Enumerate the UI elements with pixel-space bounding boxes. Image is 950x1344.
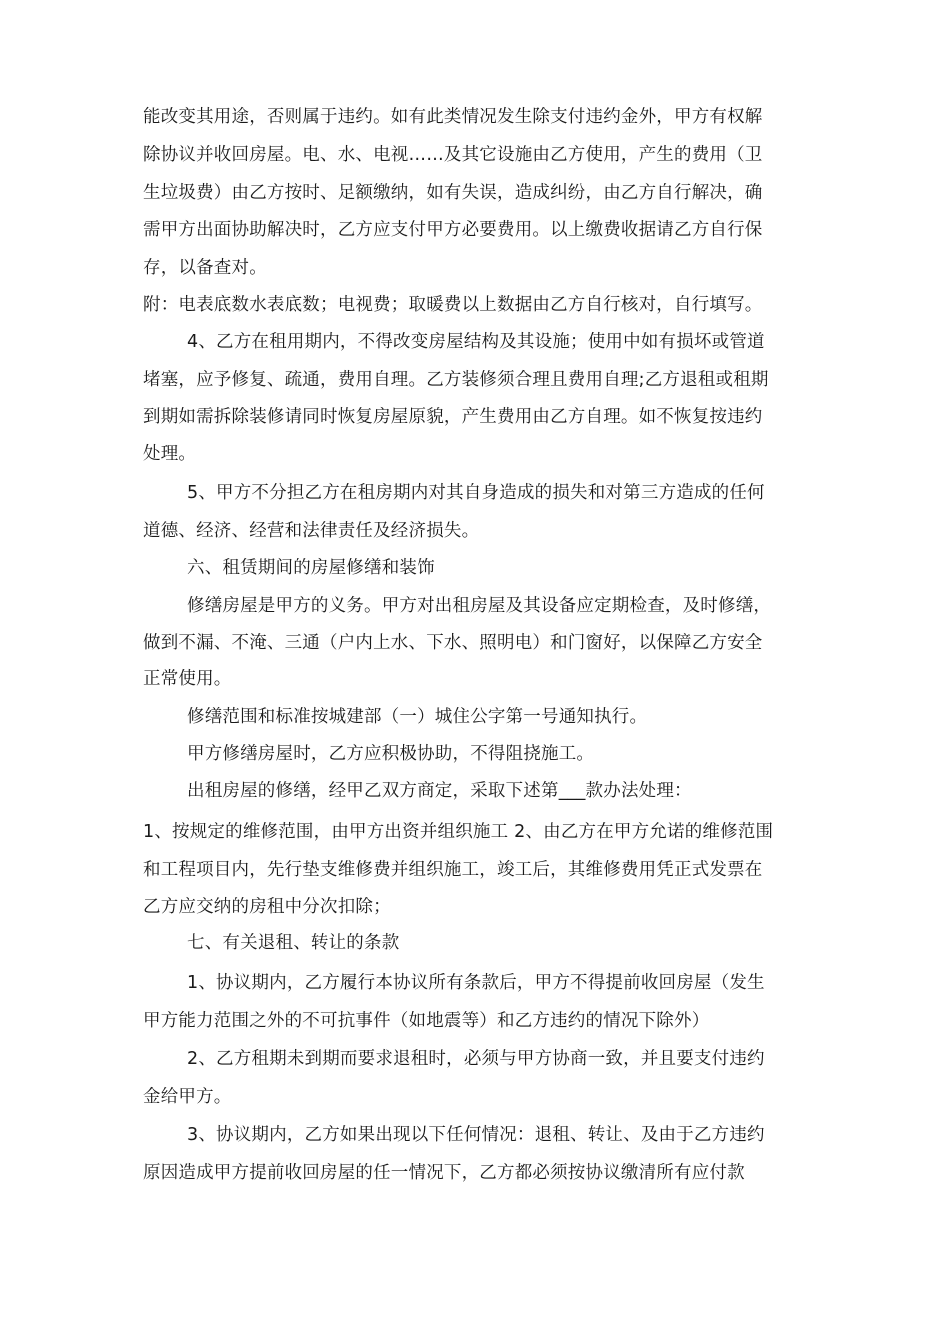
text-line: 1、按规定的维修范围，由甲方出资并组织施工 2、由乙方在甲方允诺的维修范围 <box>143 822 774 842</box>
text-line: 附：电表底数水表底数；电视费；取暖费以上数据由乙方自行核对，自行填写。 <box>143 295 763 315</box>
text-line: 金给甲方。 <box>143 1087 232 1107</box>
text-line: 3、协议期内，乙方如果出现以下任何情况：退租、转让、及由于乙方违约 <box>187 1125 765 1145</box>
text-line: 除协议并收回房屋。电、水、电视……及其它设施由乙方使用，产生的费用（卫 <box>143 145 763 165</box>
text-line: 出租房屋的修缮，经甲乙双方商定，采取下述第___款办法处理： <box>187 781 692 801</box>
text-line: 甲方能力范围之外的不可抗事件（如地震等）和乙方违约的情况下除外） <box>143 1011 710 1031</box>
text-line: 2、乙方租期未到期而要求退租时，必须与甲方协商一致，并且要支付违约 <box>187 1049 765 1069</box>
text-line: 到期如需拆除装修请同时恢复房屋原貌，产生费用由乙方自理。如不恢复按违约 <box>143 407 763 427</box>
text-line: 正常使用。 <box>143 669 232 689</box>
text-line: 原因造成甲方提前收回房屋的任一情况下，乙方都必须按协议缴清所有应付款 <box>143 1163 745 1183</box>
text-line: 做到不漏、不淹、三通（户内上水、下水、照明电）和门窗好，以保障乙方安全 <box>143 633 763 653</box>
text-line: 能改变其用途，否则属于违约。如有此类情况发生除支付违约金外，甲方有权解 <box>143 107 763 127</box>
section-heading: 六、租赁期间的房屋修缮和装饰 <box>187 558 435 578</box>
text-line: 5、甲方不分担乙方在租房期内对其自身造成的损失和对第三方造成的任何 <box>187 483 765 503</box>
text-line: 甲方修缮房屋时，乙方应积极协助，不得阻挠施工。 <box>187 744 595 764</box>
text-line: 道德、经济、经营和法律责任及经济损失。 <box>143 521 480 541</box>
text-line: 乙方应交纳的房租中分次扣除； <box>143 897 391 917</box>
text-line: 4、乙方在租用期内，不得改变房屋结构及其设施；使用中如有损坏或管道 <box>187 332 765 352</box>
text-line: 需甲方出面协助解决时，乙方应支付甲方必要费用。以上缴费收据请乙方自行保 <box>143 220 763 240</box>
section-heading: 七、有关退租、转让的条款 <box>187 933 400 953</box>
text-line: 修缮范围和标准按城建部（一）城住公字第一号通知执行。 <box>187 707 648 727</box>
text-line: 堵塞，应予修复、疏通，费用自理。乙方装修须合理且费用自理;乙方退租或租期 <box>143 370 769 390</box>
text-line: 生垃圾费）由乙方按时、足额缴纳，如有失误，造成纠纷，由乙方自行解决，确 <box>143 183 763 203</box>
text-line: 修缮房屋是甲方的义务。甲方对出租房屋及其设备应定期检查，及时修缮， <box>187 596 772 616</box>
text-line: 1、协议期内，乙方履行本协议所有条款后，甲方不得提前收回房屋（发生 <box>187 973 765 993</box>
text-line: 处理。 <box>143 444 197 464</box>
text-line: 存，以备查对。 <box>143 258 267 278</box>
text-line: 和工程项目内，先行垫支维修费并组织施工，竣工后，其维修费用凭正式发票在 <box>143 860 763 880</box>
